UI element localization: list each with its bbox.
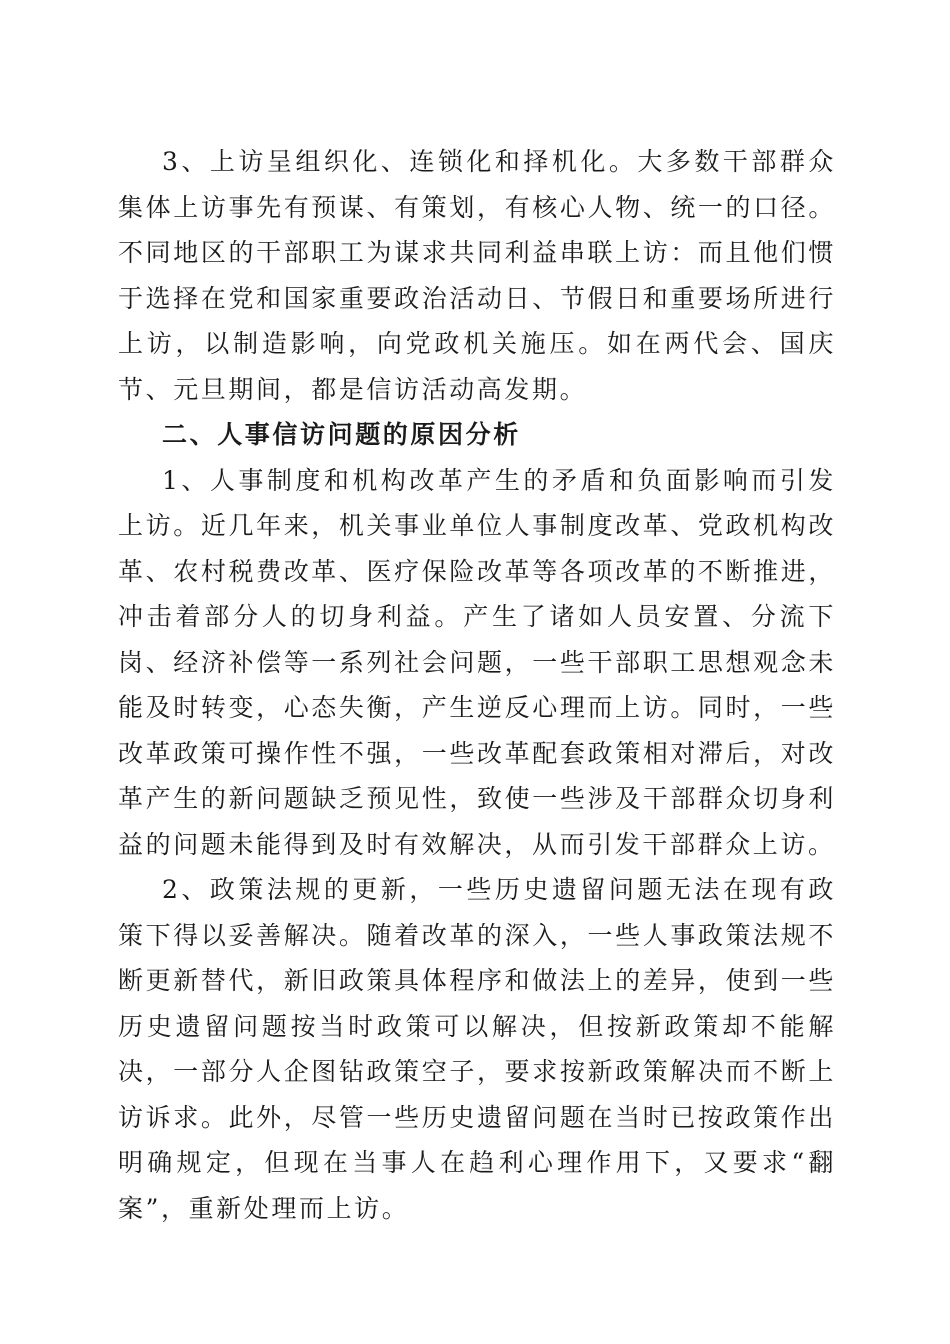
section-heading-cause-analysis: 二、人事信访问题的原因分析: [162, 420, 521, 449]
paragraph-policy-updates: 2、政策法规的更新，一些历史遗留问题无法在现有政策下得以妥善解决。随着改革的深入，一些人事政策法规不断更新替代，新旧政策具体程序和做法上的差异，使到一些历史遗留问题按当时政策可以解决，但按新政策却不能解决，一部分人企图钻政策空子，要求按新政策解决而不断上访诉求。此外，尽管一些历史遗留问题在当时已按政策作出明确规定，但现在当事人在趋利心理作用下，又要求“翻案”，重新处理而上访。: [118, 875, 836, 1223]
paragraph-reform-conflicts: 1、人事制度和机构改革产生的矛盾和负面影响而引发上访。近几年来，机关事业单位人事制度改革、党政机构改革、农村税费改革、医疗保险改革等各项改革的不断推进，冲击着部分人的切身利益。产生了诸如人员安置、分流下岗、经济补偿等一系列社会问题，一些干部职工思想观念未能及时转变，心态失衡，产生逆反心理而上访。同时，一些改革政策可操作性不强，一些改革配套政策相对滞后，对改革产生的新问题缺乏预见性，致使一些涉及干部群众切身利益的问题未能得到及时有效解决，从而引发干部群众上访。: [118, 465, 836, 859]
document-body: [118, 139, 836, 1231]
paragraph-organized-petitions: 3、上访呈组织化、连锁化和择机化。大多数干部群众集体上访事先有预谋、有策划，有核心人物、统一的口径。不同地区的干部职工为谋求共同利益串联上访：而且他们惯于选择在党和国家重要政治活动日、节假日和重要场所进行上访，以制造影响，向党政机关施压。如在两代会、国庆节、元旦期间，都是信访活动高发期。: [118, 147, 836, 404]
